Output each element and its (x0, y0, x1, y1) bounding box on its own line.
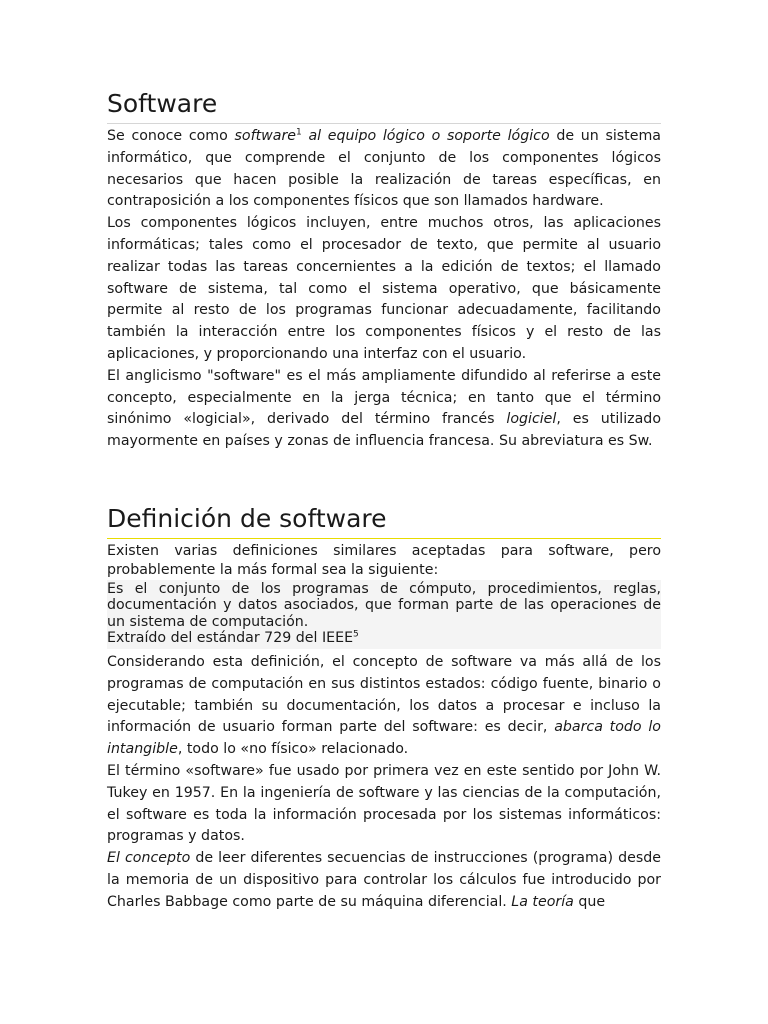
paragraph-anglicism (107, 366, 661, 453)
footnote-ref[interactable]: 5 (353, 629, 359, 640)
italic-text: logiciel (506, 411, 557, 428)
italic-text: software (234, 128, 297, 144)
text: que (573, 893, 606, 910)
paragraph-definition (107, 126, 661, 213)
text: Considerando esta definición, el concepto de software va más allá de los programas de computación en sus distintos estados: código fuente, binario o ejecutable; también su documentación, los datos a procesar e incluso la información de usuario forman parte del software: es decir, (107, 653, 661, 736)
text: El anglicismo "software" es el más ampliamente difundido al referirse a este concepto, especialmente en la jerga técnica; en tanto que el término sinónimo «logicial», derivado del término francés (107, 367, 661, 428)
blockquote (107, 580, 661, 649)
paragraph-components: Los componentes lógicos incluyen, entre muchos otros, las aplicaciones informáticas; tales como el procesador de texto, que permite al usuario realizar todas las tareas concernientes a la edición de textos; el llamado software de sistema, tal como el sistema operativo, que básicamente permite al resto de los programas funcionar adecuadamente, facilitando también la interacción entre los componentes físicos y el resto de las aplicaciones, y proporcionando una interfaz con el usuario. (107, 215, 661, 362)
italic-text: abarca todo lo intangible (107, 719, 661, 758)
text: de leer diferentes secuencias de instrucciones (programa) desde la memoria de un dispositivo para controlar los cálculos fue introducido por Charles Babbage como parte de su máquina diferencial. (107, 850, 661, 910)
heading-software: Software (107, 88, 661, 124)
paragraph-term-history: El término «software» fue usado por primera vez en este sentido por John W. Tukey en 1957. En la ingeniería de software y las ciencias de la computación, el software es toda la información procesada por los sistemas informáticos: programas y datos. (107, 762, 661, 845)
text: Extraído del estándar 729 del IEEE (107, 630, 354, 647)
italic-text: La teoría (511, 893, 574, 910)
text: , todo lo «no físico» relacionado. (177, 741, 409, 758)
footnote-ref[interactable]: 1 (296, 127, 302, 138)
paragraph-intro: Existen varias definiciones similares aceptadas para software, pero probablemente la más formal sea la siguiente: (107, 542, 661, 578)
italic-text: El concepto (107, 850, 191, 867)
text: Se conoce como (107, 128, 235, 144)
text: , es utilizado mayormente en países y zonas de influencia francesa. Su abreviatura es Sw. (107, 411, 661, 450)
document-content (107, 88, 661, 914)
heading-definicion: Definición de software (107, 503, 661, 539)
text: de un sistema informático, que comprende el conjunto de los componentes lógicos necesarios que hacen posible la realización de tareas específicas, en contraposición a los componentes físicos que son llamados hardware. (107, 128, 661, 210)
quote-text: Es el conjunto de los programas de cómputo, procedimientos, reglas, documentación y datos asociados, que forman parte de las operaciones de un sistema de computación. (107, 580, 661, 630)
italic-text: al equipo lógico o soporte lógico (301, 128, 550, 144)
quote-source (107, 630, 661, 647)
paragraph-concept (107, 848, 661, 913)
paragraph-considering (107, 652, 661, 761)
